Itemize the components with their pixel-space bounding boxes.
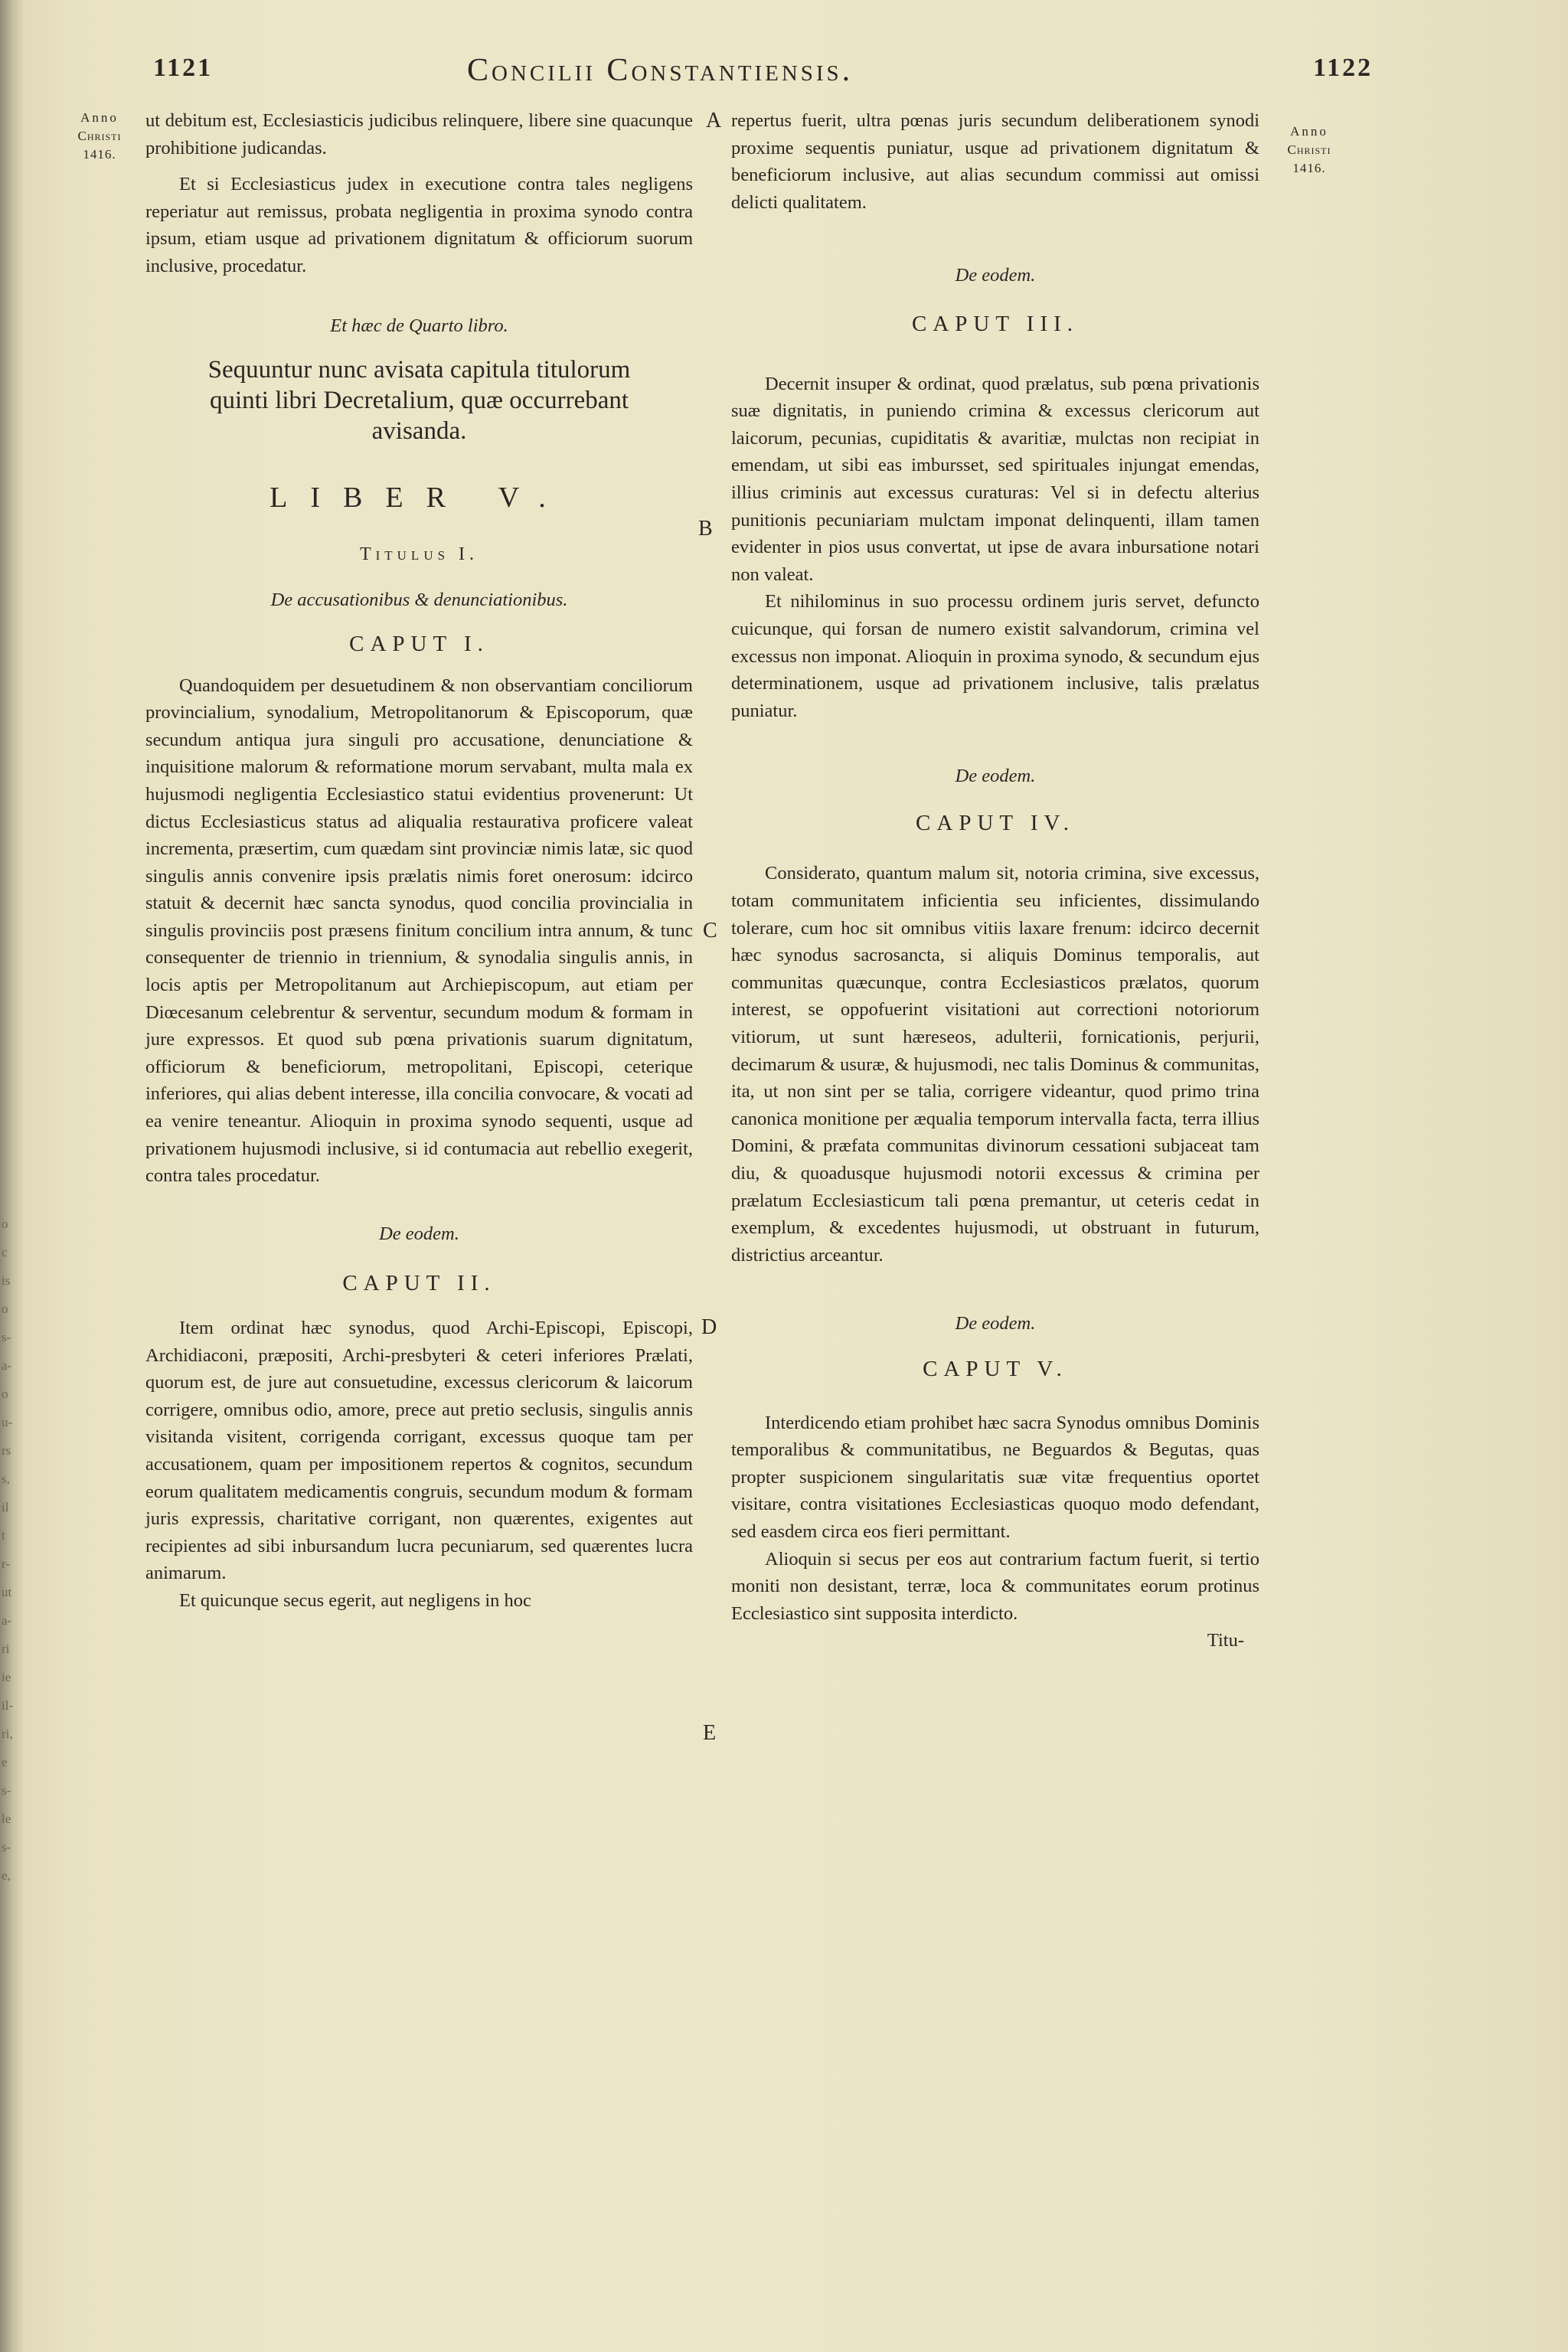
edge-fragment: o — [2, 1302, 8, 1316]
rubric-de-eodem: De eodem. — [955, 1313, 1036, 1334]
rubric-de-eodem: De eodem. — [955, 265, 1036, 286]
running-head — [0, 47, 1568, 101]
caput-5-heading: CAPUT V. — [923, 1356, 1068, 1381]
caput-1-heading: CAPUT I. — [349, 631, 489, 656]
left-column — [145, 107, 693, 1615]
edge-fragment: rs — [2, 1443, 11, 1458]
margin-anno: Anno — [1290, 124, 1328, 139]
right-column — [731, 107, 1259, 1655]
previous-page-edge — [2, 1210, 21, 1890]
running-title: Concilii Constantiensis. — [467, 53, 854, 88]
caput-2-text: Item ordinat hæc synodus, quod Archi-Episcopi, Episcopi, Archidiaconi, præpositi, Archi-presbyteri & ceteri inferiores Prælati, quorum est, de jure aut consuetudine, excessus clericorum & laicorum corrigere, omnibus odio, amore, prece aut pretio seclusis, singulis annis visitanda visitent, corrigenda corrigant, excessus quoque tam per accusationem, quam per impositionem repertos & cognitos, secundum eorum qualitatem medicamentis congruis, secundum modum & formam juris expressis, charitative corrigant, non quærentes, exigentes aut recipientes ad sibi inbursandum lucra pecuniarum, sed quærentes lucra animarum. — [145, 1318, 693, 1584]
edge-fragment: ri — [2, 1642, 10, 1656]
rubric-de-eodem: De eodem. — [379, 1223, 459, 1244]
edge-fragment: u- — [2, 1415, 13, 1429]
edge-fragment: t — [2, 1528, 5, 1543]
caput-2-heading: CAPUT II. — [342, 1271, 496, 1296]
edge-fragment: ri, — [2, 1726, 13, 1741]
edge-fragment: il — [2, 1500, 9, 1514]
caput-1-text: Quandoquidem per desuetudinem & non observantiam conciliorum provincialium, synodalium, Metropolitanorum & Episcoporum, quæ secundum antiqua jura singuli pro accusatione, denunciatione & inquisitione malorum & reformatione morum servabant, multa mala ex hujusmodi negligentia Ecclesiastico statui evidentius provenerunt: Ut dictus Ecclesiasticus status ad aliqualia restaurativa proficere valeat incrementa, præsertim, cum quædam sint provinciæ nimis latæ, sic quod singulis annis convenire ipsis prælatis nimis foret onerosum: idcirco statuit & decernit hæc sancta synodus, quod concilia provincialia in singulis provinciis post præsens finitum concilium intra annum, & tunc consequenter de triennio in triennium, & synodalia singulis annis, in locis aptis per Metropolitanum aut Archiepiscopum, aut etiam per Diœcesanum celebrentur & serventur, secundum modum & formam in jure expressos. Et quod sub pœna privationis suarum dignitatum, officiorum & beneficiorum, metropolitani, Episcopi, ceterique inferiores, qui alias debent interesse, illa concilia convocare, & vocati ad ea venire teneantur. Alioquin in proxima synodo sequenti, usque ad privationem hujusmodi inclusive, si id contumacia aut rebellio exegerit, contra tales procedatur. — [145, 675, 693, 1187]
left-page-number: 1121 — [153, 54, 214, 82]
right-page-number: 1122 — [1313, 54, 1374, 82]
right-margin-year-note — [1263, 122, 1355, 178]
caput-2-final-line: Et quicunque secus egerit, aut negligens in hoc — [179, 1589, 531, 1611]
margin-year: 1416. — [83, 147, 116, 162]
book-spine — [0, 0, 23, 2352]
edge-fragment: il- — [2, 1698, 14, 1713]
caput-4-heading: CAPUT IV. — [916, 810, 1075, 835]
section-letter-a: A — [706, 109, 722, 132]
edge-fragment: s, — [2, 1472, 10, 1486]
sequuntur-heading: Sequuntur nunc avisata capitula titulorum quinti libri Decretalium, quæ occurrebant avisanda. — [207, 356, 631, 446]
edge-fragment: s- — [2, 1783, 11, 1798]
caput-3-text-2: Et nihilominus in suo processu ordinem juris servet, defuncto cuicunque, qui forsan de numero existit salvandorum, crimina vel excessus non imponat. Alioquin in proxima synodo, & secundum ejus determinationem, usque ad privationem inclusive, talis prælatus puniatur. — [731, 591, 1259, 721]
edge-fragment: a- — [2, 1358, 12, 1373]
caput-5-text: Interdicendo etiam prohibet hæc sacra Synodus omnibus Dominis temporalibus & communitatibus, ne Beguardos & Begutas, quas propter suspicionem singularitatis suæ vitæ frequentius oportet visitare, contra visitationes Ecclesiasticas quoquo modo defendant, sed easdem circa eos fieri permittant. — [731, 1412, 1259, 1542]
edge-fragment: le — [2, 1811, 11, 1826]
section-letter-b: B — [698, 517, 713, 541]
caput-3-heading: CAPUT III. — [911, 311, 1080, 336]
margin-year: 1416. — [1292, 161, 1326, 175]
edge-fragment: e — [2, 1755, 8, 1769]
edge-fragment: e, — [2, 1868, 11, 1883]
margin-anno: Anno — [80, 110, 119, 125]
section-letter-e: E — [703, 1721, 717, 1745]
edge-fragment: o — [2, 1387, 8, 1401]
section-letter-d: D — [701, 1315, 717, 1339]
edge-fragment: s- — [2, 1840, 11, 1854]
left-continuation-paragraph: ut debitum est, Ecclesiasticis judicibus relinquere, libere sine quacunque prohibitione judicandas. — [145, 110, 693, 158]
rubric-quarto-libro: Et hæc de Quarto libro. — [330, 315, 508, 336]
titulus-rubric: De accusationibus & denunciationibus. — [270, 590, 568, 611]
edge-fragment: r- — [2, 1557, 10, 1571]
edge-fragment: o — [2, 1217, 8, 1231]
titulus-heading: Titulus I. — [359, 544, 479, 564]
liber-heading: LIBER V. — [270, 482, 569, 514]
caput-4-text: Considerato, quantum malum sit, notoria crimina, sive excessus, totam communitatem inficientia seu inficientes, dissimulando tolerare, cum hoc sit omnibus vitiis laxare frenum: idcirco decernit hæc synodus sacrosancta, si aliquis Dominus temporalis, aut communitas quæcunque, contra Ecclesiasticos prælatos, quorum interest, se oppofuerint visitationi aut correctioni notoriorum vitiorum, ut sunt hæreseos, adulterii, fornicationis, perjurii, decimarum & usuræ, & hujusmodi, nec talis Dominus & communitas, ita, ut non sint per se talia, corrigere videantur, quod primo trina canonica monitione per æqualia temporum intervalla facta, terra illius Domini, & præfata communitas divinorum cessationi subjaceat tam diu, & quoadusque hujusmodi notorii excessus & crimina per prælatum Ecclesiasticum tali pœna premantur, ut ceteris cedat in exemplum, & excedentes hujusmodi, ut obstruant in futurum, districtius arceantur. — [731, 863, 1259, 1266]
edge-fragment: c — [2, 1245, 8, 1259]
edge-fragment: ut — [2, 1585, 12, 1599]
edge-fragment: is — [2, 1273, 11, 1288]
edge-fragment: ie — [2, 1670, 11, 1684]
edge-fragment: s- — [2, 1330, 11, 1344]
caput-3-text: Decernit insuper & ordinat, quod prælatus, sub pœna privationis suæ dignitatis, in puniendo crimina & excessus clericorum aut laicorum, pecunias, cupiditatis & avaritiæ, mulctas non recipiat in emendam, ut sibi eas imbursset, sed spirituales injungat emendas, illius criminis aut excessus curaturas: Vel si in defectu alterius punitionis pecuniariam mulctam imponat delinquenti, illam tamen evidenter in pios usus convertat, ut ipse de avara inbursatione notari non valeat. — [731, 373, 1259, 585]
edge-fragment: a- — [2, 1613, 12, 1628]
caput-5-text-2: Alioquin si secus per eos aut contrarium factum fuerit, si tertio moniti non desistant, terræ, loca & communitates eorum protinus Ecclesiastico sint supposita interdicto. — [731, 1548, 1259, 1624]
margin-christi: Christi — [1287, 142, 1331, 157]
margin-christi: Christi — [77, 129, 122, 143]
catchword: Titu- — [1207, 1630, 1244, 1651]
left-margin-year-note — [54, 109, 145, 164]
section-letter-c: C — [703, 919, 717, 942]
et-si-paragraph: Et si Ecclesiasticus judex in executione contra tales negligens reperiatur aut remissus, probata negligentia in proxima synodo contra ipsum, etiam usque ad privationem dignitatum & officiorum suorum inclusive, procedatur. — [145, 174, 693, 276]
right-continuation-paragraph: repertus fuerit, ultra pœnas juris secundum deliberationem synodi proxime sequentis puniatur, usque ad privationem dignitatum & beneficiorum inclusive, aut alias secundum commissi aut omissi delicti qualitatem. — [731, 110, 1259, 213]
rubric-de-eodem: De eodem. — [955, 766, 1036, 787]
